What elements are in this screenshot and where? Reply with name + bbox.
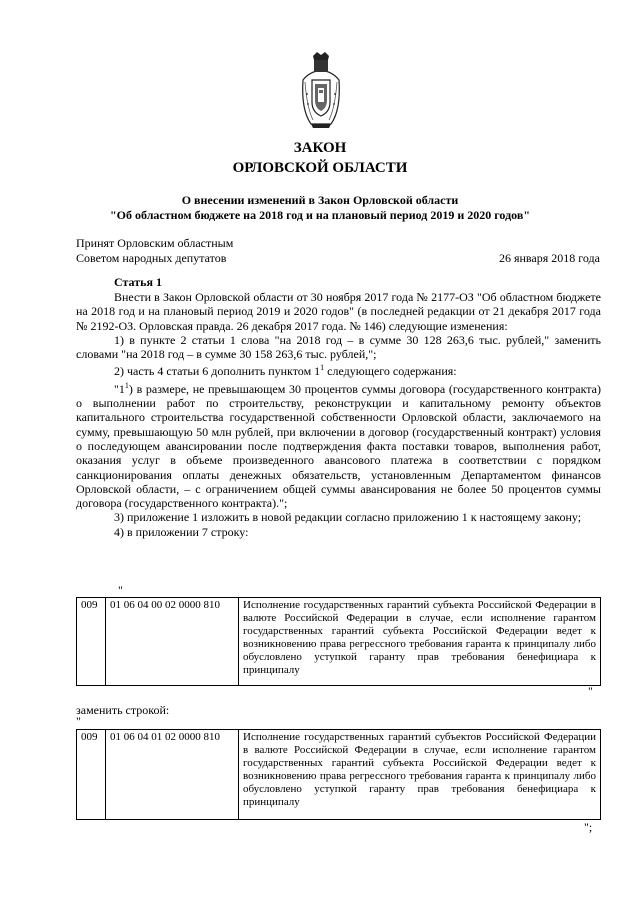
law-subtitle-line2: "Об областном бюджете на 2018 год и на плановый период 2019 и 2020 годов" [110,208,530,222]
adoption-line1: Принят Орловским областным [76,236,234,250]
open-quote-2: " [76,714,81,728]
table-cell-kbk: 01 06 04 00 02 0000 810 [106,598,239,686]
table-cell-code: 009 [77,598,106,686]
quote-sup: 1 [124,380,129,390]
quote-text-start: "1 [114,381,125,396]
adoption-line2: Советом народных депутатов [76,251,227,265]
law-subtitle-line1: О внесении изменений в Закон Орловской области [181,193,459,207]
old-row-table [76,597,601,686]
law-heading-line2: ОРЛОВСКОЙ ОБЛАСТИ [232,160,408,176]
amendment-3: 3) приложение 1 изложить в новой редакции согласно приложению 1 к настоящему закону; [114,510,582,525]
amendment-2-text-end: следующего содержания: [324,364,457,379]
close-quote: " [588,684,593,698]
intro-paragraph: Внести в Закон Орловской области от 30 ноября 2017 года № 2177-ОЗ "Об областном бюджете на 2018 год и на плановый период 2019 и 2020 годов" (в последней редакции от 21 декабря 2017 года № 2192-ОЗ. Орловская правда. 26 декабря 2017 года. № 146) следующие изменения: [76,290,601,333]
article-body [76,290,601,539]
open-quote: " [118,583,123,597]
amendment-2-sup: 1 [320,363,325,373]
coat-of-arms-emblem [299,50,343,130]
close-quote-2: "; [584,820,593,834]
table-cell-description: Исполнение государственных гарантий субъектов Российской Федерации в валюте Российской Федерации в случае, если исполнение гарантом государственных гарантий субъекта Российской Федерации ведет к возникновению права регрессного требования гаранта к принципалу либо обусловлено уступкой гаранту прав требования бенефициара к принципалу [239,730,601,820]
amendment-2-quote [76,379,601,511]
amendment-2-text: 2) часть 4 статьи 6 дополнить пунктом 1 [114,364,321,379]
table-cell-description: Исполнение государственных гарантий субъекта Российской Федерации в валюте Российской Федерации в случае, если исполнение гарантом государственных гарантий субъекта Российской Федерации ведет к возникновению права регрессного требования гаранта к принципалу либо обусловлено уступкой гаранту прав требования бенефициара к принципалу [239,598,601,686]
new-row-table [76,729,601,820]
article-title: Статья 1 [114,275,162,289]
law-heading-line1: ЗАКОН [293,140,347,156]
amendment-1: 1) в пункте 2 статьи 1 слова "на 2018 год – в сумме 30 128 263,6 тыс. рублей," заменить словами "на 2018 год – в сумме 30 158 263,6 тыс. рублей,"; [76,332,601,362]
amendment-2 [76,361,601,378]
table-row [77,598,601,686]
replace-label: заменить строкой: [76,703,170,717]
table-cell-code: 009 [77,730,106,820]
table-row [77,730,601,820]
quote-text: ) в размере, не превышающем 30 процентов суммы договора (государственного контракта) о выполнении работ по строительству, реконструкции и капитальному ремонту объектов капитального строительства государственной собственности Орловской области, заключаемого на сумму, превышающую 50 млн рублей, при включении в договор (государственный контракт) условия о последующем авансировании после подтверждения факта поставки товаров, выполнения работ, оказания услуг в объеме произведенного авансового платежа в соответствии с порядком санкционирования оплаты денежных обязательств, установленным Департаментом финансов Орловской области, – с ограничением общей суммы авансирования не более 50 процентов суммы договора (государственного контракта)."; [76,381,601,511]
table-cell-kbk: 01 06 04 01 02 0000 810 [106,730,239,820]
adoption-date: 26 января 2018 года [498,251,600,265]
amendment-4: 4) в приложении 7 строку: [114,524,249,539]
